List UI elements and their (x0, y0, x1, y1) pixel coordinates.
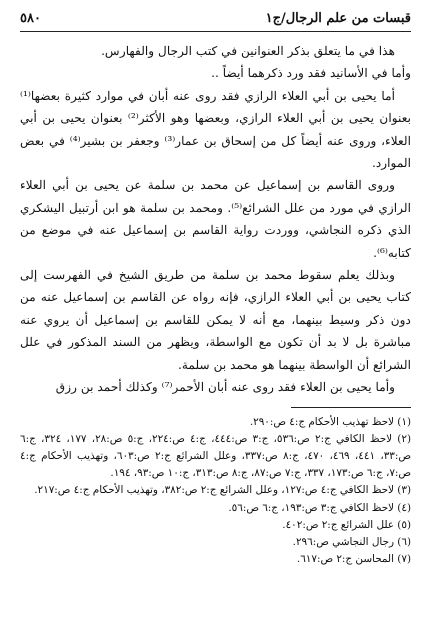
footnote: (٣) لاحظ الكافي ج:٤ ص:١٢٧، وعلل الشرائع ج:٢ ص:٣٨٢، وتهذيب الأحكام ج:٤ ص:٢١٧. (34, 484, 411, 497)
footnote-separator (291, 407, 411, 408)
paragraph: وروى القاسم بن إسماعيل عن محمد بن سلمة عن يحيى بن أبي العلاء الرازي في مورد من علل الشرائع⁽⁵⁾. ومحمد بن سلمة هو ابن أرتبيل اليشكري الذي ذكره النجاشي، ووردت رواية القاسم بن إسماعيل عنه في موضع من كتابه⁽⁶⁾. (20, 178, 411, 260)
book-page (20, 10, 411, 629)
paragraph: وأما يحيى بن العلاء فقد روى عنه أبان الأحمر⁽⁷⁾ وكذلك أحمد بن رزق (55, 380, 395, 395)
footnotes (20, 414, 411, 569)
paragraph: وأما في الأسانيد فقد ورد ذكرهما أيضاً .. (211, 66, 411, 81)
page-number: ٥٨٠ (20, 11, 41, 26)
paragraph: وبذلك يعلم سقوط محمد بن سلمة من طريق الشيخ في الفهرست إلى كتاب يحيى بن أبي العلاء الرازي، فإنه رواه عن القاسم بن إسماعيل عنه من دون ذكر وسيط بينهما، مع أنه لا يمكن للقاسم بن إسماعيل أن يروي عنه مباشرة بل لا بد أن تكون مع الواسطة، ويظهر من السند المذكور في علل الشرائع أن الواسطة بينهما هو محمد بن سلمة. (20, 268, 411, 372)
footnote: (٤) لاحظ الكافي ج:٣ ص:١٩٣، ج:٦ ص:٥٦. (228, 501, 411, 514)
running-title: قبسات من علم الرجال/ج١ (265, 11, 411, 26)
footnote: (٢) لاحظ الكافي ج:٢ ص:٥٣٦، ج:٣ ص:٤٤٤، ج:٤ ص:٢٢٤، ج:٥ ص:٢٨، ١٧٧، ٣٢٤، ج:٦ ص:٣٣، ٤٤١، ٤٦٩، ٤٧٠، ج:٨ ص:٣٣٧، وعلل الشرائع ج:٢ ص:٦٠٣، وتهذيب الأحكام ج:٤ ص:٧، ج:٦ ص:١٧٣، ٣٣٧، ج:٧ ص:٨٧، ج:٨ ص:٣١٣، ج:١٠ ص:٩٣، ١٩٤. (20, 432, 412, 480)
running-header (20, 10, 411, 32)
paragraph: هذا في ما يتعلق بذكر العنوانين في كتب الرجال والفهارس. (101, 44, 395, 58)
footnote: (١) لاحظ تهذيب الأحكام ج:٤ ص:٢٩٠. (249, 415, 411, 428)
paragraph: أما يحيى بن أبي العلاء الرازي فقد روى عنه أبان في موارد كثيرة بعضها⁽¹⁾ بعنوان يحيى بن أبي العلاء الرازي، وبعضها وهو الأكثر⁽²⁾ بعنوان يحيى بن أبي العلاء، وروى عنه أيضاً كل من إسحاق بن عمار⁽³⁾ وجعفر بن بشير⁽⁴⁾ في بعض الموارد. (20, 88, 412, 171)
main-text (20, 40, 411, 399)
footnote: (٧) المحاسن ج:٢ ص:٦١٧. (296, 553, 411, 566)
footnote: (٥) علل الشرائع ج:٢ ص:٤٠٢. (282, 518, 411, 531)
footnote: (٦) رجال النجاشي ص:٢٩٦. (292, 535, 411, 548)
